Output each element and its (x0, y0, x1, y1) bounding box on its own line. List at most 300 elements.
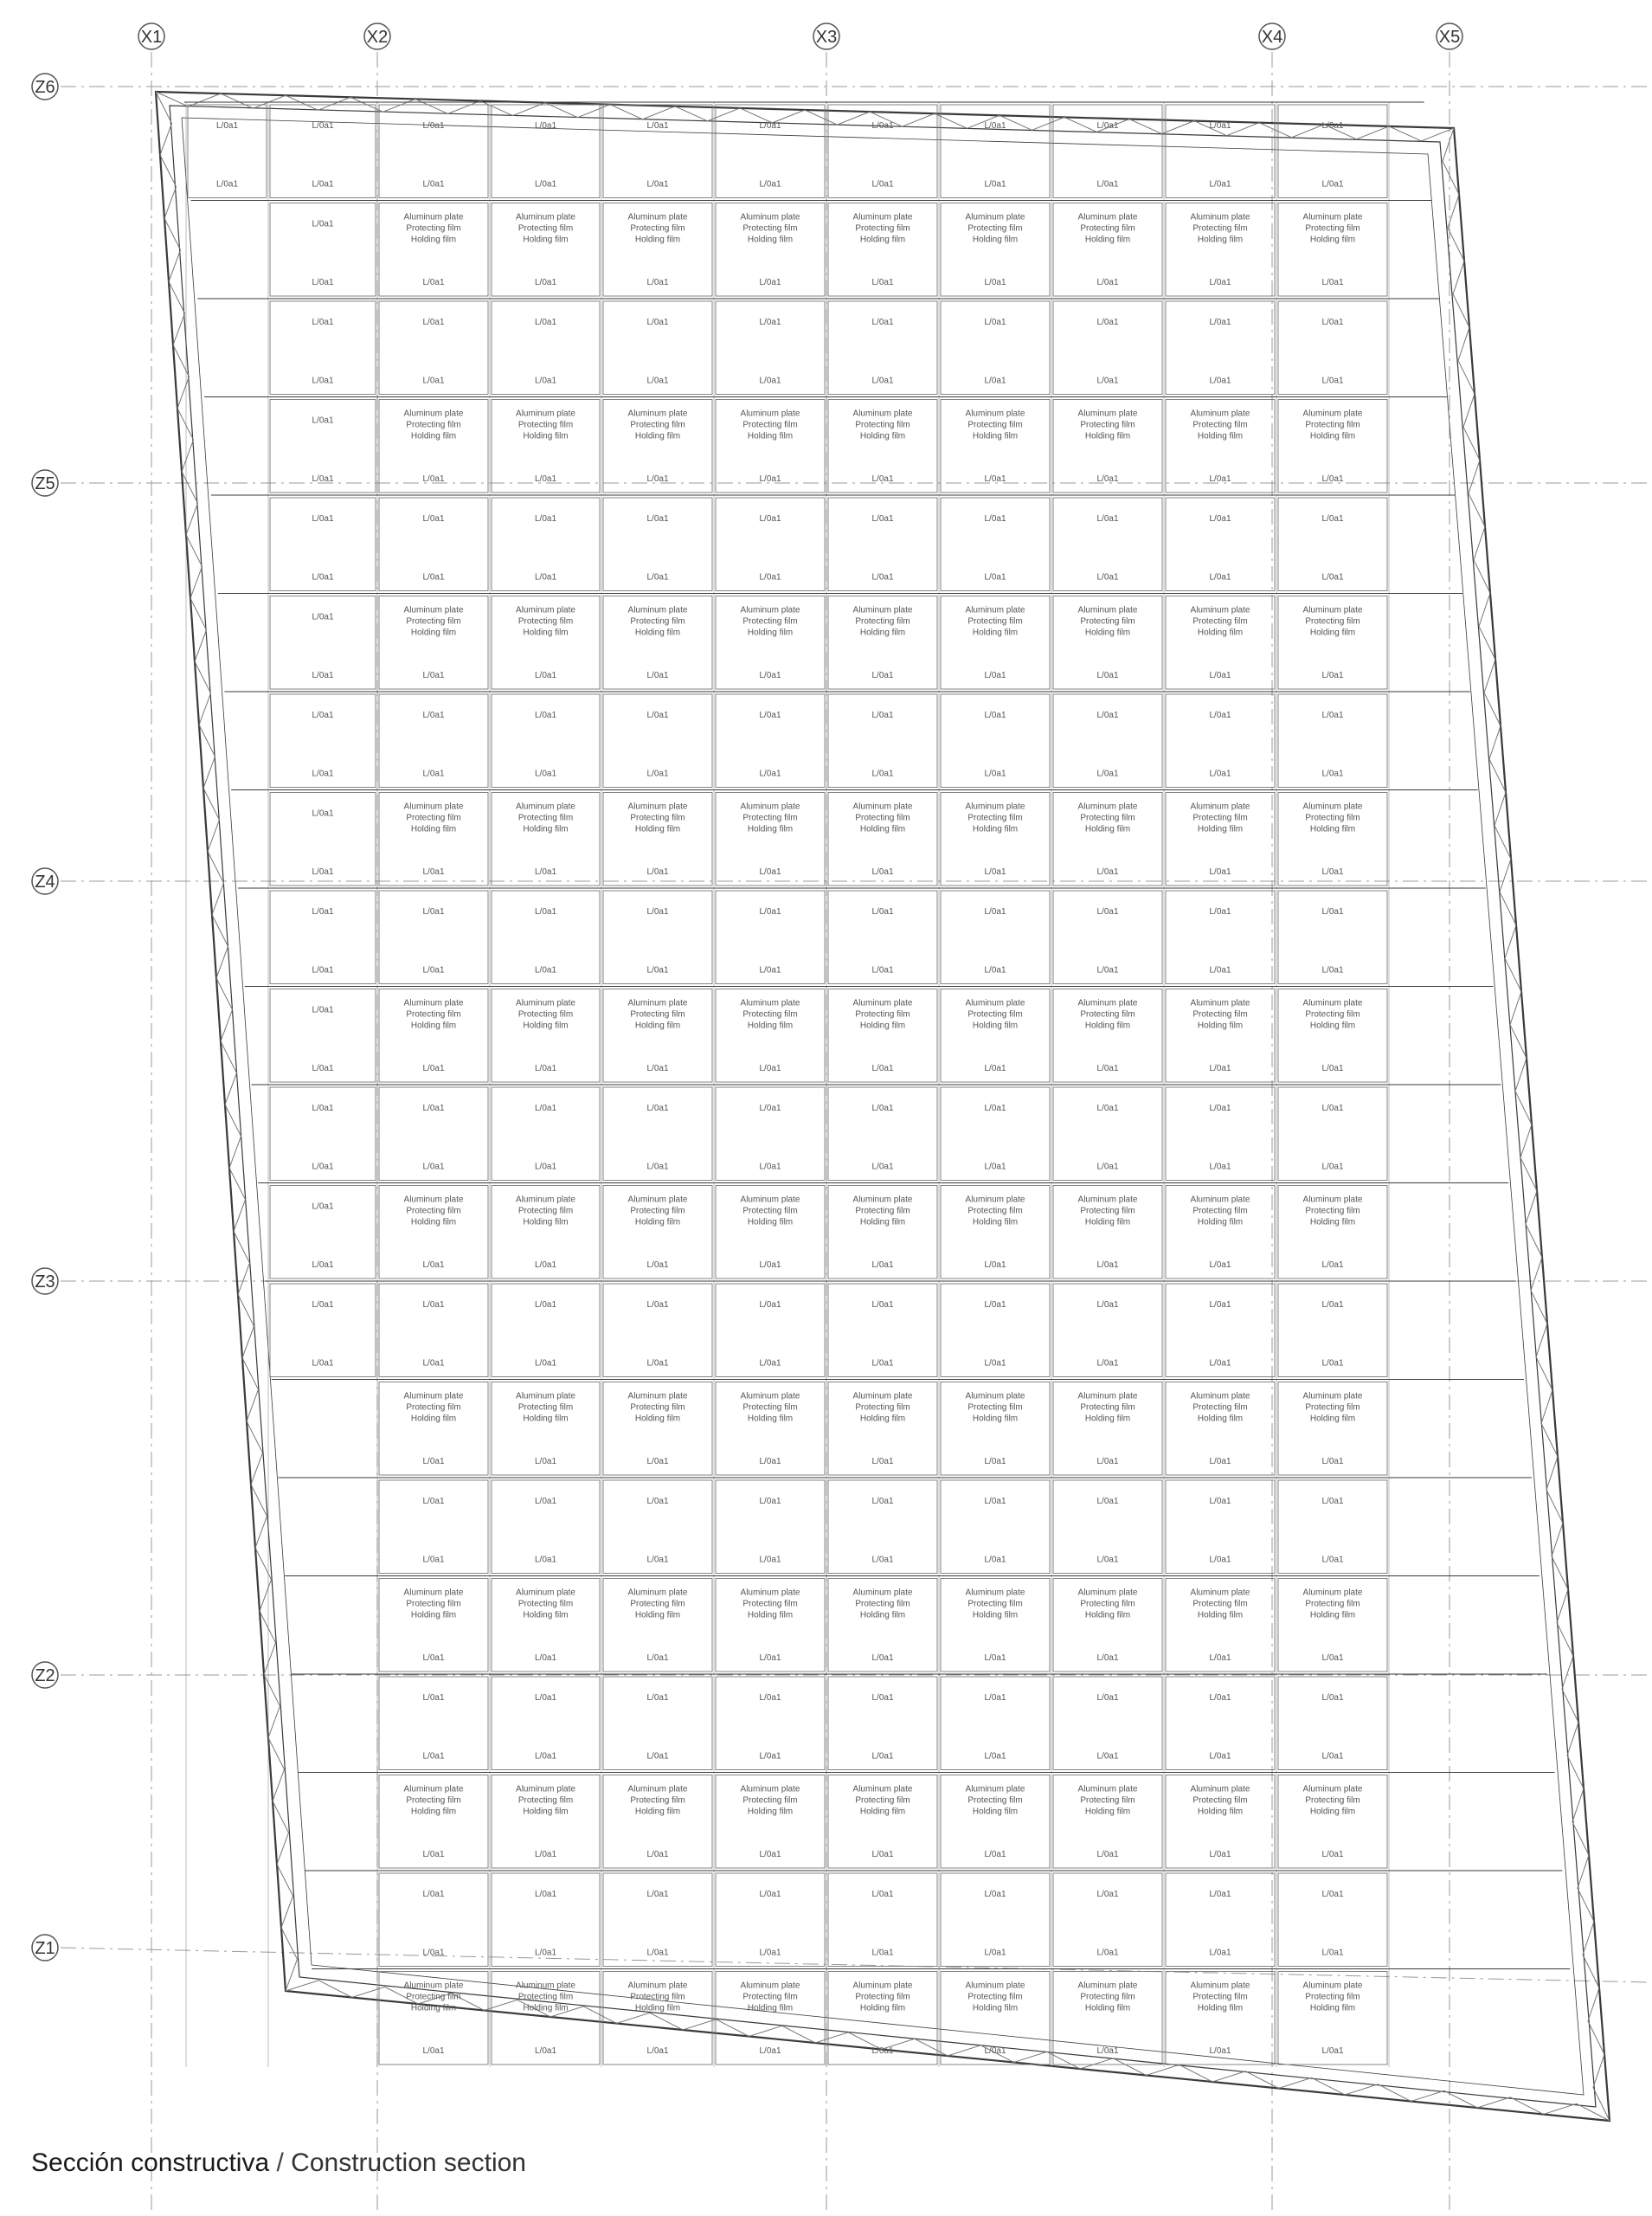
panel-label-text: Aluminum plate (1302, 1391, 1363, 1401)
panel-label-text: L/0a1 (871, 1653, 894, 1663)
panel-label-text: L/0a1 (984, 1358, 1006, 1369)
panel-label-text: Protecting film (855, 420, 910, 430)
panel-label-text: Holding film (523, 2003, 569, 2013)
panel-label-text: L/0a1 (1321, 769, 1344, 779)
panel-label-text: L/0a1 (534, 2046, 557, 2056)
panel-label-text: L/0a1 (1321, 572, 1344, 583)
panel-label-text: L/0a1 (1209, 671, 1231, 680)
panel-label-text: Holding film (634, 1610, 681, 1620)
panel-label-text: Protecting film (742, 1009, 798, 1020)
panel-label-text: L/0a1 (312, 376, 334, 386)
panel-label-text: Protecting film (742, 1795, 798, 1806)
panel-label-text: L/0a1 (534, 1890, 557, 1899)
panel-label-text: Protecting film (1192, 813, 1248, 823)
panel-label-text: Aluminum plate (403, 998, 464, 1008)
panel-label-text: Protecting film (742, 1992, 798, 2002)
panel-label-text: Holding film (634, 824, 681, 834)
panel-label-text: L/0a1 (984, 671, 1006, 680)
panel-label-text: L/0a1 (534, 1497, 557, 1506)
panel-label-text: L/0a1 (759, 1162, 781, 1172)
panel-label-text: L/0a1 (646, 1890, 669, 1899)
panel-label-text: Protecting film (855, 813, 910, 823)
panel-label-text: Holding film (1309, 2003, 1356, 2013)
top-truss (156, 92, 1454, 141)
panel-label-text: Protecting film (1080, 1599, 1135, 1609)
panel-label-text: L/0a1 (1096, 1497, 1119, 1506)
panel-label-text: Holding film (1084, 235, 1131, 245)
panel-label-text: L/0a1 (1096, 1104, 1119, 1113)
panel-label-text: Aluminum plate (1302, 1784, 1363, 1794)
panel-label-text: L/0a1 (422, 1358, 445, 1369)
panel-label-text: L/0a1 (646, 179, 669, 190)
panel-label-text: Protecting film (406, 420, 461, 430)
panel-label-text: L/0a1 (1321, 671, 1344, 680)
panel-label-text: L/0a1 (534, 867, 557, 877)
panel-label-text: L/0a1 (984, 1751, 1006, 1762)
panel-label-text: L/0a1 (534, 121, 557, 131)
panel-label-text: L/0a1 (1321, 1064, 1344, 1073)
panel-label-text: L/0a1 (871, 1260, 894, 1270)
panel-label-text: L/0a1 (984, 1497, 1006, 1506)
panel-label-text: L/0a1 (871, 318, 894, 327)
panel-label-text: Protecting film (967, 1795, 1023, 1806)
axis-label-x5: X5 (1438, 28, 1461, 47)
panel-label-text: L/0a1 (759, 318, 781, 327)
panel-label-text: Holding film (1197, 2003, 1244, 2013)
panel-label-text: Holding film (1309, 628, 1356, 638)
panel-label-text: Aluminum plate (852, 1981, 913, 1991)
panel-label-text: Protecting film (1305, 1402, 1360, 1413)
panel-label-text: L/0a1 (534, 1457, 557, 1466)
panel-label-text: Protecting film (406, 1599, 461, 1609)
panel-label-text: L/0a1 (984, 572, 1006, 583)
panel-label-text: Holding film (859, 824, 906, 834)
panel-label-text: Aluminum plate (852, 409, 913, 419)
panel-label-text: Aluminum plate (516, 1588, 575, 1598)
panel-label-text: L/0a1 (984, 514, 1006, 524)
panel-label-text: L/0a1 (534, 769, 557, 779)
panel-label-text: L/0a1 (422, 1162, 445, 1172)
panel-label-text: L/0a1 (312, 1260, 334, 1270)
panel-label-text: Holding film (859, 628, 906, 638)
panel-label-text: L/0a1 (1096, 2046, 1119, 2056)
panel-label-text: Aluminum plate (1077, 1981, 1138, 1991)
panel-label-text: Aluminum plate (1302, 1195, 1363, 1205)
caption-english: Construction section (291, 2148, 526, 2177)
panel-label-text: L/0a1 (1321, 1358, 1344, 1369)
panel-label-text: Protecting film (1080, 1992, 1135, 2002)
panel-label-text: L/0a1 (534, 1104, 557, 1113)
panel-label-text: L/0a1 (984, 907, 1006, 917)
panel-label-text: L/0a1 (1321, 1850, 1344, 1859)
panel-label-text: Protecting film (517, 1992, 574, 2002)
panel-label-text: Holding film (523, 1021, 569, 1031)
panel-label-text: Holding film (747, 235, 794, 245)
panel-label-text: Holding film (972, 431, 1019, 441)
panel-label-text: Protecting film (630, 1009, 685, 1020)
panel-label-text: L/0a1 (871, 965, 894, 976)
panel-label-text: Holding film (523, 235, 569, 245)
panel-label-text: L/0a1 (422, 1497, 445, 1506)
panel-label-text: L/0a1 (534, 1260, 557, 1270)
panel-label-text: Aluminum plate (1190, 1981, 1250, 1991)
panel-label-text: L/0a1 (1321, 1693, 1344, 1703)
panel-label-text: Protecting film (1080, 616, 1135, 627)
panel-label-text: L/0a1 (1209, 278, 1231, 287)
panel-label-text: Protecting film (967, 223, 1023, 234)
panel-label-text: Holding film (972, 824, 1019, 834)
axis-label-z4: Z4 (35, 873, 55, 892)
panel-label-text: L/0a1 (422, 1555, 445, 1565)
panel-label-text: L/0a1 (312, 219, 334, 229)
panel-label-text: L/0a1 (646, 1850, 669, 1859)
panel-label-text: Holding film (523, 1807, 569, 1817)
panel-label-text: L/0a1 (312, 318, 334, 327)
panel-label-text: L/0a1 (1209, 318, 1231, 327)
panel-label-text: L/0a1 (646, 711, 669, 720)
panel-label-text: L/0a1 (871, 179, 894, 190)
panel-label-text: L/0a1 (646, 1300, 669, 1310)
panel-label-text: Aluminum plate (516, 1391, 575, 1401)
panel-label-text: Aluminum plate (740, 212, 800, 222)
panel-label-text: L/0a1 (1096, 1693, 1119, 1703)
panel-label-text: L/0a1 (1209, 1260, 1231, 1270)
panel-label-text: Aluminum plate (1302, 1588, 1363, 1598)
panel-label-text: L/0a1 (871, 514, 894, 524)
panel-label-text: L/0a1 (534, 318, 557, 327)
panel-label-text: Holding film (1197, 1807, 1244, 1817)
panel-label-text: L/0a1 (759, 2046, 781, 2056)
panel-label-text: Protecting film (855, 1795, 910, 1806)
panel-label-text: L/0a1 (534, 1948, 557, 1958)
panel-label-text: L/0a1 (984, 1693, 1006, 1703)
panel-label-text: Protecting film (630, 1402, 685, 1413)
panel-label-text: L/0a1 (871, 1850, 894, 1859)
panel-label-text: L/0a1 (1096, 1300, 1119, 1310)
panel-label-text: Holding film (859, 1807, 906, 1817)
panel-label-text: Holding film (523, 824, 569, 834)
panel-label-text: L/0a1 (871, 1358, 894, 1369)
panel-label-text: L/0a1 (984, 278, 1006, 287)
panel-label-text: L/0a1 (984, 2046, 1006, 2056)
panel-label-text: L/0a1 (1209, 769, 1231, 779)
panel-label-text: L/0a1 (871, 1693, 894, 1703)
panel-label-text: L/0a1 (646, 514, 669, 524)
panel-label-text: L/0a1 (1209, 1497, 1231, 1506)
panel-label-text: Protecting film (967, 616, 1023, 627)
panel-label-text: Aluminum plate (627, 1981, 688, 1991)
panel-label-text: L/0a1 (759, 769, 781, 779)
panel-label-text: Aluminum plate (965, 409, 1025, 419)
panel-label-text: L/0a1 (1321, 1890, 1344, 1899)
panel-label-text: L/0a1 (534, 572, 557, 583)
panel-label-text: L/0a1 (422, 278, 445, 287)
panel-label-text: L/0a1 (1321, 1104, 1344, 1113)
panel-label-text: L/0a1 (534, 1693, 557, 1703)
panel-label-text: L/0a1 (871, 2046, 894, 2056)
panel-label-text: Protecting film (406, 1795, 461, 1806)
panel-label-text: L/0a1 (312, 474, 334, 484)
panel-label-text: Holding film (1197, 235, 1244, 245)
panel-label-text: L/0a1 (422, 1653, 445, 1663)
panel-label-text: L/0a1 (1096, 867, 1119, 877)
panel-label-text: L/0a1 (984, 1064, 1006, 1073)
panel-label-text: Protecting film (1080, 420, 1135, 430)
panel-label-text: Aluminum plate (1190, 1588, 1250, 1598)
panel-label-text: Aluminum plate (516, 998, 575, 1008)
axis-label-x4: X4 (1261, 28, 1283, 47)
panel-label-text: L/0a1 (1321, 1497, 1344, 1506)
panel-label-text: Aluminum plate (516, 605, 575, 615)
panel-label-text: Holding film (1197, 1610, 1244, 1620)
panel-label-text: L/0a1 (312, 179, 334, 190)
panel-label-text: L/0a1 (312, 572, 334, 583)
panel-label-text: L/0a1 (312, 1201, 334, 1212)
panel-label-text: Holding film (634, 235, 681, 245)
panel-label-text: L/0a1 (759, 514, 781, 524)
panel-label-text: Aluminum plate (852, 802, 913, 812)
panel-label-text: L/0a1 (646, 1948, 669, 1958)
panel-label-text: L/0a1 (422, 1104, 445, 1113)
panel-label-text: Holding film (859, 235, 906, 245)
panel-label-text: L/0a1 (1209, 1162, 1231, 1172)
panel-label-text: L/0a1 (1096, 1850, 1119, 1859)
panel-label-text: L/0a1 (422, 1693, 445, 1703)
panel-label-text: Aluminum plate (852, 1588, 913, 1598)
panel-label-text: L/0a1 (1096, 514, 1119, 524)
panel-label-text: Holding film (1309, 235, 1356, 245)
panel-label-text: L/0a1 (871, 867, 894, 877)
panel-label-text: L/0a1 (646, 1457, 669, 1466)
panel-label-text: Aluminum plate (965, 212, 1025, 222)
panel-label-text: Protecting film (630, 1599, 685, 1609)
panel-label-text: Protecting film (1080, 1206, 1135, 1216)
panel-label-text: Protecting film (1305, 1795, 1360, 1806)
panel-label-text: Protecting film (517, 1795, 574, 1806)
panel-label-text: L/0a1 (1096, 121, 1119, 131)
panel-label-text: L/0a1 (984, 376, 1006, 386)
panel-label-text: L/0a1 (422, 965, 445, 976)
panel-label-text: Holding film (859, 1414, 906, 1424)
panel-label-text: L/0a1 (871, 1751, 894, 1762)
panel-label-text: Aluminum plate (1190, 802, 1250, 812)
panel-label-text: L/0a1 (1096, 1457, 1119, 1466)
panel-label-text: Holding film (634, 1217, 681, 1227)
panel-label-text: L/0a1 (312, 867, 334, 877)
panel-label-text: Aluminum plate (740, 409, 800, 419)
panel-label-text: L/0a1 (759, 179, 781, 190)
panel-label-text: Protecting film (967, 1009, 1023, 1020)
panel-label-text: L/0a1 (534, 1358, 557, 1369)
panel-label-text: Protecting film (1192, 420, 1248, 430)
panel-label-text: L/0a1 (422, 867, 445, 877)
panel-label-text: L/0a1 (871, 278, 894, 287)
panel-label-text: Holding film (1309, 1414, 1356, 1424)
panel-label-text: Holding film (523, 1610, 569, 1620)
panel-label-text: L/0a1 (1209, 1948, 1231, 1958)
panel-label-text: L/0a1 (422, 907, 445, 917)
panel-label-text: Protecting film (1080, 223, 1135, 234)
panel-label-text: Protecting film (742, 1599, 798, 1609)
panel-label-text: Holding film (1197, 431, 1244, 441)
panel-label-text: L/0a1 (759, 572, 781, 583)
panel-label-text: L/0a1 (1321, 474, 1344, 484)
panel-label-text: L/0a1 (1209, 907, 1231, 917)
panel-label-text: Holding film (1084, 1217, 1131, 1227)
panel-label-text: Aluminum plate (1190, 1391, 1250, 1401)
panel-label-text: Aluminum plate (516, 409, 575, 419)
panel-label-text: L/0a1 (1321, 1653, 1344, 1663)
panel-label-text: Holding film (410, 1021, 457, 1031)
panel-label-text: L/0a1 (646, 1653, 669, 1663)
panel-label-text: Protecting film (1192, 1009, 1248, 1020)
panel-label-text: Holding film (1309, 1217, 1356, 1227)
panel-label-text: Aluminum plate (403, 409, 464, 419)
panel-label-text: Aluminum plate (1190, 1195, 1250, 1205)
panel-label-text: L/0a1 (1209, 1693, 1231, 1703)
panel-label-text: L/0a1 (1209, 179, 1231, 190)
panel-label-text: L/0a1 (1321, 179, 1344, 190)
panel-label-text: L/0a1 (1321, 711, 1344, 720)
panel-label-text: L/0a1 (871, 1555, 894, 1565)
panel-label-text: Aluminum plate (1302, 409, 1363, 419)
panel-label-text: L/0a1 (646, 1162, 669, 1172)
panel-label-text: L/0a1 (759, 1693, 781, 1703)
panel-label-text: L/0a1 (646, 121, 669, 131)
right-truss (1443, 128, 1610, 2121)
panel-label-text: L/0a1 (1096, 179, 1119, 190)
panel-label-text: Holding film (410, 1807, 457, 1817)
panel-label-text: Aluminum plate (740, 1981, 800, 1991)
panel-label-text: L/0a1 (759, 1300, 781, 1310)
panel-label-text: Holding film (410, 628, 457, 638)
panel-label-text: L/0a1 (312, 416, 334, 426)
panel-label-text: L/0a1 (422, 1850, 445, 1859)
panel-label-text: Holding film (1197, 628, 1244, 638)
panel-label-text: L/0a1 (871, 1064, 894, 1073)
panel-label-text: Holding film (747, 431, 794, 441)
panel-label-text: L/0a1 (759, 1751, 781, 1762)
left-truss (156, 92, 298, 1991)
panel-label-text: L/0a1 (1096, 907, 1119, 917)
panel-label-text: L/0a1 (759, 867, 781, 877)
panel-label-text: L/0a1 (646, 671, 669, 680)
panel-label-text: L/0a1 (871, 1300, 894, 1310)
panel-label-text: Aluminum plate (852, 1391, 913, 1401)
panel-label-text: Aluminum plate (627, 1391, 688, 1401)
panel-label-text: Aluminum plate (965, 1391, 1025, 1401)
panel-label-text: Protecting film (1192, 1992, 1248, 2002)
panel-label-text: Holding film (1197, 1217, 1244, 1227)
panel-label-text: L/0a1 (759, 121, 781, 131)
axis-label-x2: X2 (366, 28, 389, 47)
panel-label-text: Aluminum plate (516, 802, 575, 812)
panel-label-text: Aluminum plate (965, 1784, 1025, 1794)
panel-label-text: L/0a1 (646, 965, 669, 976)
panel-label-text: L/0a1 (1096, 1751, 1119, 1762)
panel-label-text: L/0a1 (871, 121, 894, 131)
panel-label-text: Aluminum plate (1302, 212, 1363, 222)
panel-label-text: L/0a1 (1096, 711, 1119, 720)
panel-label-text: Aluminum plate (403, 1195, 464, 1205)
panel-label-text: L/0a1 (1096, 376, 1119, 386)
panel-label-text: Protecting film (967, 813, 1023, 823)
panel-label-text: L/0a1 (534, 1300, 557, 1310)
panel-label-text: L/0a1 (759, 1948, 781, 1958)
panel-label-text: L/0a1 (1321, 376, 1344, 386)
panel-label-text: Aluminum plate (740, 1784, 800, 1794)
panel-label-text: L/0a1 (1209, 1104, 1231, 1113)
panel-label-text: L/0a1 (646, 1497, 669, 1506)
panel-label-text: L/0a1 (759, 1064, 781, 1073)
panel-label-text: L/0a1 (534, 474, 557, 484)
panel-label-text: L/0a1 (984, 1653, 1006, 1663)
panel-label-text: L/0a1 (534, 711, 557, 720)
panel-label-text: L/0a1 (1209, 1751, 1231, 1762)
panel-label-text: Holding film (747, 1610, 794, 1620)
panel-label-text: L/0a1 (312, 1300, 334, 1310)
panel-label-text: Protecting film (517, 223, 574, 234)
panel-label-text: Protecting film (630, 223, 685, 234)
panel-label-text: Holding film (1309, 1021, 1356, 1031)
panel-label-text: Holding film (1197, 824, 1244, 834)
panel-label-text: Holding film (1084, 628, 1131, 638)
panel-label-text: L/0a1 (984, 1850, 1006, 1859)
panel-label-text: Holding film (747, 824, 794, 834)
panel-label-text: Aluminum plate (627, 409, 688, 419)
panel-label-text: Protecting film (855, 616, 910, 627)
panel-label-text: Protecting film (1305, 1599, 1360, 1609)
panel-label-text: Protecting film (967, 420, 1023, 430)
panel-label-text: Holding film (523, 431, 569, 441)
panel-label-text: L/0a1 (1096, 278, 1119, 287)
panel-label-text: Holding film (747, 1217, 794, 1227)
panel-label-text: Holding film (410, 1610, 457, 1620)
grid-axis-bubbles (32, 23, 1462, 1961)
panel-label-text: L/0a1 (422, 711, 445, 720)
panel-label-text: Aluminum plate (403, 1588, 464, 1598)
panel-label-text: Aluminum plate (1077, 1784, 1138, 1794)
panel-label-text: L/0a1 (759, 1497, 781, 1506)
panel-label-text: L/0a1 (1096, 1064, 1119, 1073)
grid-axis-lines (61, 52, 1649, 2212)
panel-label-text: L/0a1 (1209, 965, 1231, 976)
panel-label-text: L/0a1 (312, 769, 334, 779)
panel-label-text: L/0a1 (984, 474, 1006, 484)
panel-label-text: L/0a1 (984, 1300, 1006, 1310)
panel-label-text: L/0a1 (534, 671, 557, 680)
panel-label-text: Holding film (523, 1217, 569, 1227)
panel-label-text: L/0a1 (1209, 474, 1231, 484)
panel-label-text: L/0a1 (1209, 1555, 1231, 1565)
panel-label-text: Holding film (747, 1807, 794, 1817)
panel-label-text: Aluminum plate (740, 802, 800, 812)
panel-label-text: Protecting film (517, 1402, 574, 1413)
axis-label-x3: X3 (815, 28, 838, 47)
panel-label-text: Aluminum plate (740, 1588, 800, 1598)
panel-label-text: L/0a1 (984, 121, 1006, 131)
panel-label-text: L/0a1 (1321, 1751, 1344, 1762)
panel-label-text: Holding film (634, 2003, 681, 2013)
panel-label-text: Holding film (1309, 431, 1356, 441)
panel-label-text: L/0a1 (422, 474, 445, 484)
panel-label-text: L/0a1 (646, 1260, 669, 1270)
panel-label-text: Holding film (410, 235, 457, 245)
panel-label-text: Protecting film (630, 1992, 685, 2002)
panel-label-text: L/0a1 (871, 671, 894, 680)
panel-label-text: L/0a1 (534, 1555, 557, 1565)
panel-label-text: Aluminum plate (627, 802, 688, 812)
